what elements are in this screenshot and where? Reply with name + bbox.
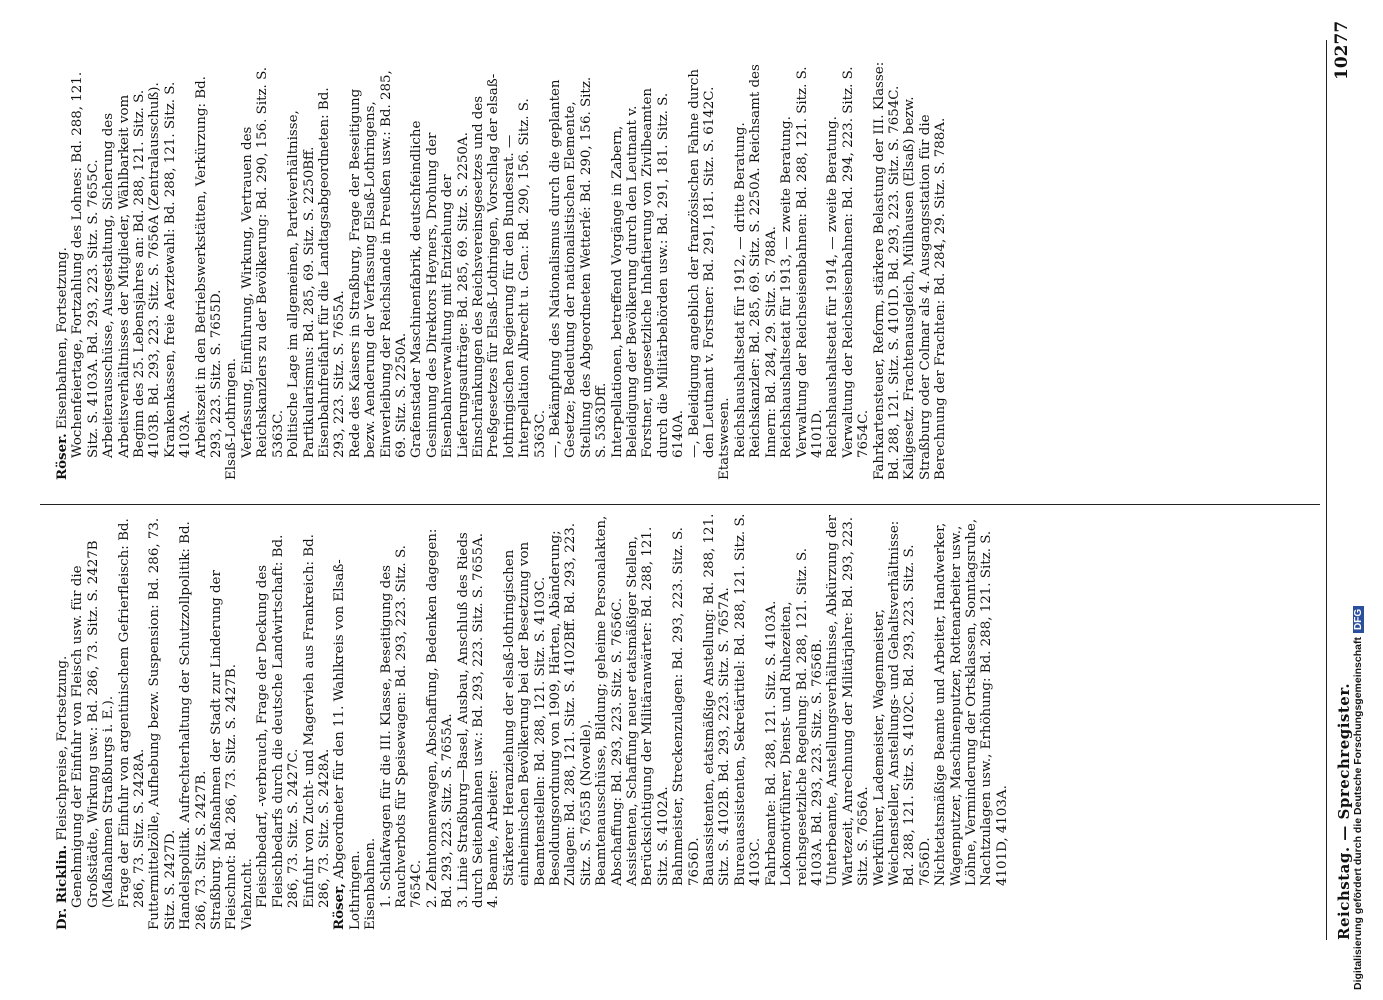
entry-text: Nichtetatsmäßige Beamte und Arbeiter, Handwerker, Wagenputzer, Maschinenputzer, Rottenarbeiter usw., Löhne, Verminderung der Ortsklassen, Sonntagsruhe, Nachtzulagen usw., Erhöhung: Bd. 288, 121. Sitz. S. 4101D, 4103A. [933,518,1010,886]
register-entry [933,510,1010,930]
entry-text: —, Bekämpfung des Nationalismus durch die geplanten Gesetze; Bedeutung der nationalistischen Elemente, Stellung des Abgeordneten Wetterlé: Bd. 290, 156. Sitz. S. 5363Dff. [548,76,610,458]
left-column [55,510,1010,930]
register-entry [348,60,410,480]
entry-text: Politische Lage im allgemeinen, Parteiverhältnisse, Partikularismus: Bd. 285, 69. Sitz. S. 2250Bff. [286,110,317,458]
register-entry [486,510,501,930]
entry-text: Reichshaushaltsetat für 1914, — zweite Beratung. Verwaltung der Reichseisenbahnen: Bd. 294, 223. Sitz. S. 7654C. [825,66,872,458]
dfg-logo: DFG [1353,606,1364,633]
register-entry [717,60,732,480]
register-entry [55,510,70,930]
speaker-name: Dr. Ricklin. [54,845,70,930]
register-entry [286,60,317,480]
entry-text: Assistenten, Schaffung neuer etatsmäßiger Stellen, Berücksichtigung der Militäranwärter: Bd. 288, 121. Sitz. S. 4102A. [625,526,671,886]
entry-text: Rede des Kaisers in Straßburg, Frage der Beseitigung bezw. Aenderung der Verfassung Elsaß-Lothringens, Einverleibung der Reichslande in Preußen usw.: Bd. 285, 69. Sitz. S. 2250A. [347,70,409,458]
register-entry [625,510,671,930]
register-entry [733,510,764,930]
register-entry [671,510,702,930]
register-entry [687,60,718,480]
register-entry [302,510,333,930]
entry-text: Bauassistenten, etatsmäßige Anstellung: Bd. 288, 121. Sitz. S. 4102B. Bd. 293, 223. Sitz. S. 7657A. [702,513,733,886]
register-entry [101,60,163,480]
entry-text: Elsaß-Lothringen. [224,357,240,480]
entry-text: Unterbeamte, Anstellungsverhältnisse, Abkürzung der Wartezeit, Anrechnung der Militärjahre: Bd. 293, 223. Sitz. S. 7656A. [825,514,872,886]
register-entry [70,510,116,930]
entry-text: 2. Zehntonnenwagen, Abschaffung, Bedenken dagegen: Bd. 293, 223. Sitz. S. 7655A. [424,528,456,908]
register-entry [456,510,487,930]
register-entry [733,60,779,480]
speaker-name: Röser, [331,883,348,930]
register-entry [825,60,871,480]
entry-text: Futtermittelzölle, Aufhebung bezw. Suspension: Bd. 286, 73. Sitz. S. 2427D. [147,517,178,930]
register-entry [194,60,225,480]
speaker-name: Röser. [54,433,70,480]
register-entry [902,60,948,480]
running-title: Reichstag. — Sprechregister. [1335,682,1353,940]
register-entry [379,510,425,930]
register-entry [471,60,548,480]
entry-text: Verfassung, Einführung, Wirkung, Vertrauen des Reichskanzlers zu der Bevölkerung: Bd. 290, 156. Sitz. S. 5363C. [239,66,286,458]
entry-text: Fahrkartensteuer, Reform, stärkere Belastung der III. Klasse: Bd. 288, 121. Sitz. S. 4101D. Bd. 293, 223. Sitz. S. 7654C. [871,61,902,480]
register-entry [240,510,255,930]
register-entry [594,510,625,930]
register-entry [332,510,363,930]
entry-text: Einfuhr von Zucht- und Magervieh aus Frankreich: Bd. 286, 73. Sitz. S. 2428A. [301,534,332,908]
register-entry [702,510,733,930]
entry-text: 4. Beamte, Arbeiter: [486,769,502,908]
header-rule [1326,40,1327,940]
entry-text: Arbeitszeit in den Betriebswerkstätten, Verkürzung: Bd. 293, 223. Sitz. S. 7655D. [193,76,225,458]
entry-text: Arbeiterausschüsse, Ausgestaltung, Sicherung des Arbeitsverhältnisses der Mitglieder, Wählbarkeit vom Beginn des 25. Lebensjahres an: Bd. 288, 121. Sitz. S. 4103B. Bd. 293, 223. Sitz. S. 7656A (Zentralausschuß). [101,82,163,458]
register-entry [70,60,101,480]
register-entry [548,60,610,480]
entry-text: Reichshaushaltsetat für 1913, — zweite Beratung. Verwaltung der Reichseisenbahnen: Bd. 288, 121. Sitz. S. 4101D. [779,66,825,458]
register-entry [872,60,903,480]
register-entry [779,510,825,930]
entry-text: Stärkerer Heranziehung der elsaß-lothringischen einheimischen Bevölkerung bei der Besetzung von Beamtenstellen: Bd. 288, 121. Sitz. S. 4103C. [501,541,548,886]
entry-text: Etatswesen. [717,397,733,480]
register-entry [409,60,471,480]
entry-text: 3. Linie Straßburg—Basel, Ausbau, Anschluß des Rieds durch Seitenbahnen usw.: Bd. 293, 223. Sitz. S. 7655A. [455,532,486,908]
register-entry [163,60,194,480]
entry-text: Eisenbahnen, Fortsetzung. [55,247,70,434]
register-entry [55,60,70,480]
register-entry [425,510,456,930]
register-entry [178,510,209,930]
register-entry [825,510,871,930]
entry-text: Eisenbahnfreifahrt für die Landtagsabgeordneten: Bd. 293, 223. Sitz. S. 7655A. [316,87,348,458]
entry-text: Wochenfeiertage, Fortzahlung des Lohnes: Bd. 288, 121. Sitz. S. 4103A. Bd. 293, 223. Sitz. S. 7655C. [70,71,101,458]
entry-text: Kaligesetz. Frachtenausgleich, Mülhausen (Elsaß) bezw. Straßburg oder Colmar als 4. Ausgangsstation für die Berechnung der Frachten: Bd. 284, 29. Sitz. S. 788A. [902,96,949,480]
entry-text: Bureauassistenten, Sekretärtitel: Bd. 288, 121. Sitz. S. 4103C. [732,513,764,886]
entry-text: Abgeordneter für den 11. Wahlkreis von Elsaß-Lothringen. [332,559,363,930]
register-entry [610,60,687,480]
entry-text: Werkführer, Lademeister, Wagenmeister, Weichensteller, Anstellungs- und Gehaltsverhältnisse: Bd. 288, 121. Sitz. S. 4102C. Bd. 293, 223. Sitz. S. 7656D. [871,520,933,886]
register-entry [117,510,148,930]
entry-text: Genehmigung der Einfuhr von Fleisch usw. für die Großstädte, Wirkung usw.: Bd. 286, 73. Sitz. S. 2427B (Maßnahmen Straßburgs i. E.). [70,540,117,908]
entry-text: Besoldungsordnung von 1909, Härten, Abänderung; Zulagen: Bd. 288, 121. Sitz. S. 4102Bff. Bd. 293, 223. Sitz. S. 7655B (Novelle). [548,522,594,886]
entry-text: Interpellationen, betreffend Vorgänge in Zabern, Beleidigung der Bevölkerung durch den Leutnant v. Forstner, ungesetzliche Inhaftierung von Zivilbeamten durch die Militärbehörden usw.: Bd. 291, 181. Sitz. S. 6140A. [609,88,687,458]
register-entry [779,60,825,480]
register-entry [872,510,934,930]
register-entry [548,510,594,930]
column-divider [40,504,1320,505]
entry-text: Fahrbeamte: Bd. 288, 121. Sitz. S. 4103A. [763,600,779,886]
right-column [55,60,949,480]
funding-text: Digitalisierung gefördert durch die Deutsche Forschungsgemeinschaft [1352,637,1364,990]
register-entry [224,60,239,480]
entry-text: Krankenkassen, freie Aerztewahl: Bd. 288, 121. Sitz. S. 4103A. [162,81,194,458]
entry-text: Reichshaushaltsetat für 1912, — dritte Beratung. Reichskanzler: Bd. 285, 69. Sitz. S. 2250A. Reichsamt des Innern: Bd. 284, 29. Sitz. S. 788A. [732,64,779,458]
register-entry [764,510,779,930]
entry-text: Bahnmeister, Streckenzulagen: Bd. 293, 223. Sitz. S. 7656D. [671,527,702,886]
entry-text: Grafenstader Maschinenfabrik, deutschfeindliche Gesinnung des Direktors Heyners, Drohung der Eisenbahnverwaltung mit Entziehung der Lieferungsaufträge: Bd. 285, 69. Sitz. S. 2250A. [409,120,471,458]
entry-text: Viehzucht. [239,858,255,930]
register-entry [255,510,301,930]
entry-text: Lokomotivführer, Dienst- und Ruhezeiten, reichsgesetzliche Regelung: Bd. 288, 121. Sitz. S. 4103A. Bd. 293, 223. Sitz. S. 7656B. [779,547,825,886]
entry-text: Frage der Einfuhr von argentinischem Gefrierfleisch: Bd. 286, 73. Sitz. S. 2428A. [116,518,148,908]
page-number: 10277 [1332,20,1352,80]
register-entry [209,510,240,930]
register-entry [363,510,378,930]
entry-text: Handelspolitik. Aufrechterhaltung der Schutzzollpolitik: Bd. 286, 73. Sitz. S. 2427B. [178,521,209,930]
entry-text: Eisenbahnen. [363,837,379,930]
register-entry [502,510,548,930]
entry-text: Fleischpreise, Fortsetzung. [55,655,70,846]
funding-note [1352,606,1364,990]
entry-text: Beamtenausschüsse, Bildung; geheime Personalakten, Abschaffung: Bd. 293, 223. Sitz. S. 7656C. [594,515,625,886]
register-entry [240,60,286,480]
entry-text: 1. Schlafwagen für die III. Klasse, Beseitigung des Rauchverbots für Speisewagen: Bd. 293, 223. Sitz. S. 7654C. [378,545,425,908]
entry-text: Fleischbedarf, -verbrauch, Frage der Deckung des Fleischbedarfs durch die deutsche Landwirtschaft: Bd. 286, 73. Sitz. S. 2427C. [255,534,302,908]
entry-text: —, Beleidigung angeblich der französischen Fahne durch den Leutnant v. Forstner: Bd. 291, 181. Sitz. S. 6142C. [686,69,718,458]
register-entry [147,510,178,930]
entry-text: Einschränkungen des Reichsvereinsgesetzes und des Preßgesetzes für Elsaß-Lothringen, Vorschlag der elsaß-lothringischen Regierung für den Bundesrat. — Interpellation Albrecht u. Gen.: Bd. 290, 156. Sitz. S. 5363C. [470,73,548,458]
register-entry [317,60,348,480]
entry-text: Straßburg. Maßnahmen der Stadt zur Linderung der Fleischnot: Bd. 286, 73. Sitz. S. 2427B. [209,570,240,930]
